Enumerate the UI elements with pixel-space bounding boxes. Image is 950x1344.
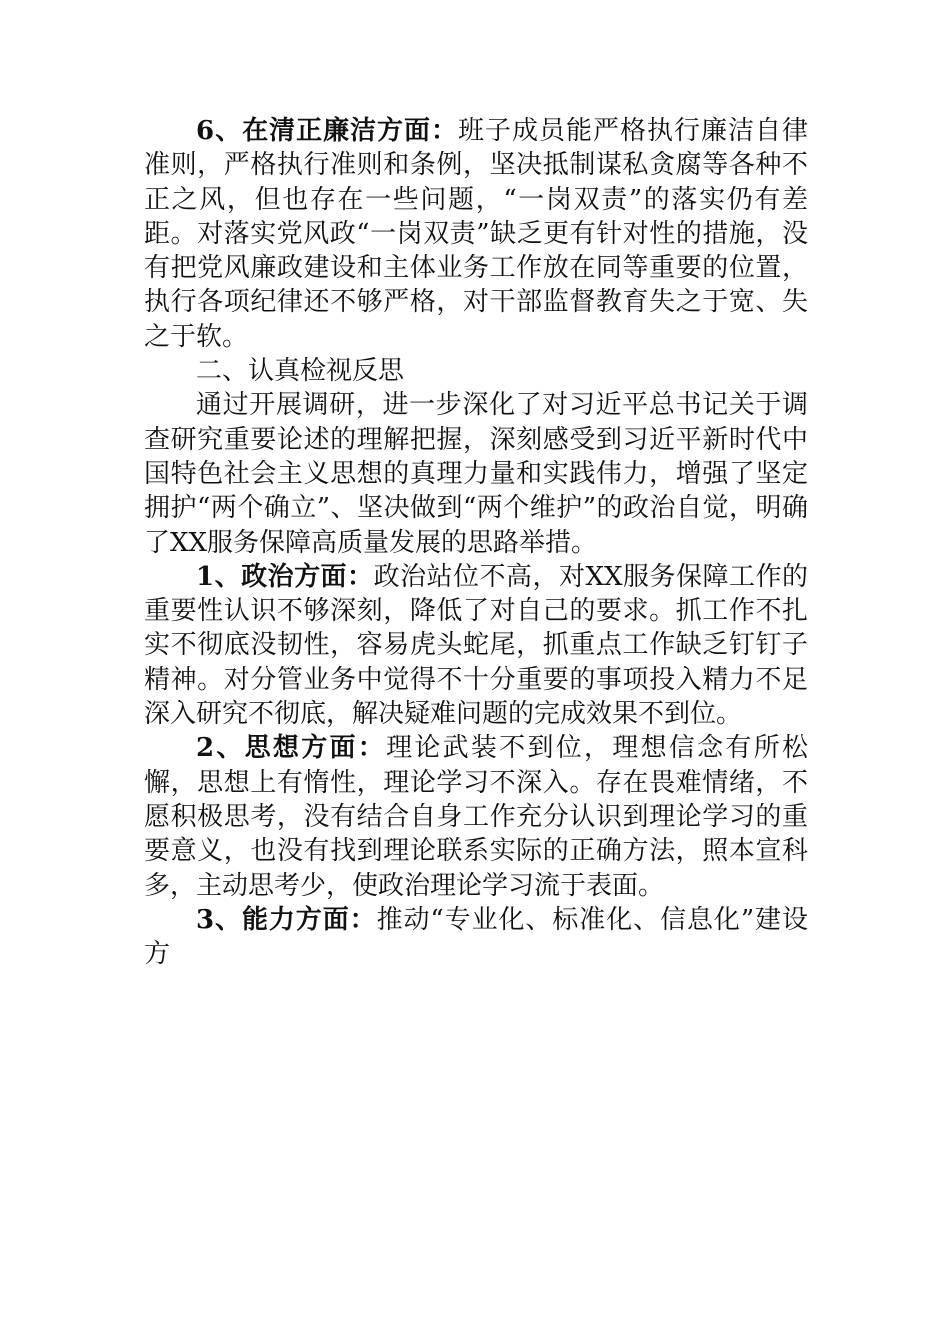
- paragraph-lead: 2、思想方面：: [196, 733, 387, 764]
- paragraph-text: 班子成员能严格执行廉洁自律准则，严格执行准则和条例，坚决抵制谋私贪腐等各种不正之风，但也存在一些问题，“一岗双责”的落实仍有差距。对落实党风政“一岗双责”缺乏更有针对性的措施，没有把党风廉政建设和主体业务工作放在同等重要的位置，执行各项纪律还不够严格，对干部监督教育失之于宽、失之于软。: [144, 116, 808, 352]
- paragraph-text: 推动“专业化、标准化、信息化”建设方: [144, 904, 808, 970]
- paragraph-political: [144, 560, 808, 731]
- paragraph-text: 政治站位不高，对XX服务保障工作的重要性认识不够深刻，降低了对自己的要求。抓工作不扎实不彻底没韧性，容易虎头蛇尾，抓重点工作缺乏钉钉子精神。对分管业务中觉得不十分重要的事项投入精力不足深入研究不彻底，解决疑难问题的完成效果不到位。: [144, 561, 808, 730]
- paragraph-text: 通过开展调研，进一步深化了对习近平总书记关于调查研究重要论述的理解把握，深刻感受到习近平新时代中国特色社会主义思想的真理力量和实践伟力，增强了坚定拥护“两个确立”、坚决做到“两个维护”的政治自觉，明确了XX服务保障高质量发展的思路举措。: [144, 390, 808, 558]
- paragraph-capability: [144, 903, 808, 972]
- paragraph-text: 理论武装不到位，理想信念有所松懈，思想上有惰性，理论学习不深入。存在畏难情绪，不愿积极思考，没有结合自身工作充分认识到理论学习的重要意义，也没有找到理论联系实际的正确方法，照本宣科多，主动思考少，使政治理论学习流于表面。: [144, 733, 808, 901]
- paragraph-lead: 6、在清正廉洁方面：: [196, 116, 459, 146]
- paragraph-integrity: [144, 114, 808, 354]
- paragraph-lead: 3、能力方面：: [196, 904, 377, 935]
- paragraph-ideological: [144, 731, 808, 902]
- paragraph-lead: 1、政治方面：: [196, 561, 374, 592]
- paragraph-reflection-intro: [144, 388, 808, 559]
- section-heading: 二、认真检视反思: [196, 356, 405, 387]
- document-body: [144, 114, 808, 971]
